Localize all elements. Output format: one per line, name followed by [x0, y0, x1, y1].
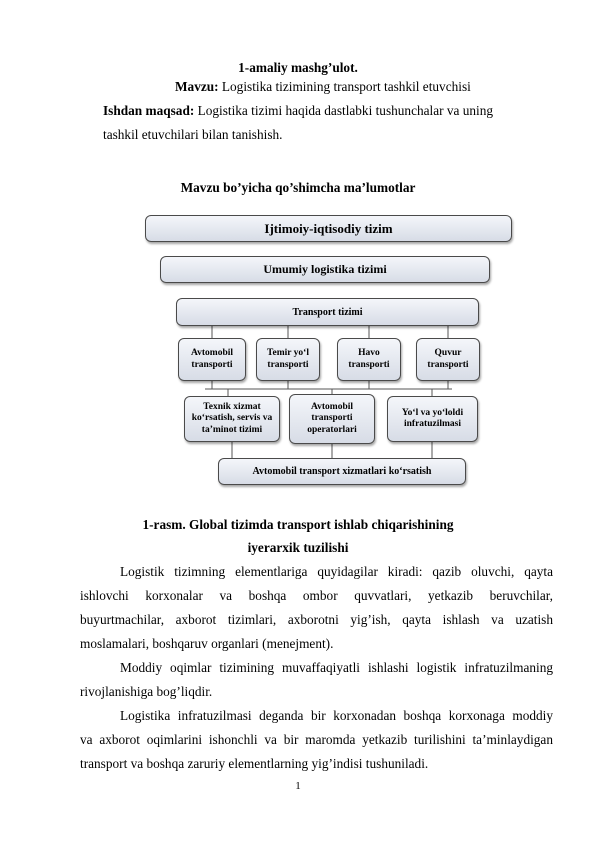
diagram-box-transport-system: Transport tizimi	[176, 298, 479, 326]
diagram-box-road-transport-operators: Avtomobil transporti operatorlari	[289, 394, 375, 444]
topic-label: Mavzu:	[175, 79, 219, 94]
aim-text-1: Logistika tizimi haqida dastlabki tushunchalar va uning	[194, 103, 494, 118]
figure-caption-line-2: iyerarxik tuzilishi	[247, 540, 349, 555]
paragraph-3-line-2: va axborot oqimlarini ishonchli va bir maromda yetkazib turilishini ta’minlaydigan	[80, 732, 553, 747]
paragraph-2-line-2: rivojlanishiga bog’liqdir.	[80, 684, 213, 699]
aim-line-2: tashkil etuvchilari bilan tanishish.	[103, 127, 283, 142]
diagram-box-general-logistics-system: Umumiy logistika tizimi	[160, 256, 490, 283]
paragraph-3-line-3: transport va boshqa zaruriy elementlarning yig’indisi tushuniladi.	[80, 756, 429, 771]
diagram-box-rail-transport: Temir yo‘l transporti	[256, 338, 320, 381]
diagram-box-socio-economic-system: Ijtimoiy-iqtisodiy tizim	[145, 215, 512, 242]
paragraph-1-line-2: ishlovchi korxonalar va boshqa ombor quvvatlari, yetkazib beruvchilar,	[80, 588, 553, 603]
aim-label: Ishdan maqsad:	[103, 103, 195, 118]
diagram-box-road-transport: Avtomobil transporti	[178, 338, 246, 381]
figure-caption-line-1: 1-rasm. Global tizimda transport ishlab chiqarishining	[142, 517, 454, 532]
page-number: 1	[295, 780, 301, 792]
paragraph-1-line-3: buyurtmachilar, axborot tizimlari, axborotni yig’ish, qayta ishlash va uzatish	[80, 612, 553, 627]
topic-text: Logistika tizimining transport tashkil etuvchisi	[218, 79, 471, 94]
paragraph-3-line-1: Logistika infratuzilmasi deganda bir korxonadan boshqa korxonaga moddiy	[120, 708, 553, 723]
diagram-box-pipeline-transport: Quvur transporti	[416, 338, 480, 381]
page-title: 1-amaliy mashg’ulot.	[238, 60, 358, 75]
diagram-box-technical-service: Texnik xizmat ko‘rsatish, servis va ta’minot tizimi	[184, 396, 280, 442]
diagram-box-road-transport-services: Avtomobil transport xizmatlari ko‘rsatish	[218, 458, 466, 485]
paragraph-1-line-1: Logistik tizimning elementlariga quyidagilar kiradi: qazib oluvchi, qayta	[120, 564, 553, 579]
paragraph-2-line-1: Moddiy oqimlar tizimining muvaffaqiyatli ishlashi logistik infratuzilmaning	[120, 660, 553, 675]
diagram-box-air-transport: Havo transporti	[337, 338, 401, 381]
section-title: Mavzu bo’yicha qo’shimcha ma’lumotlar	[180, 180, 416, 195]
diagram-box-road-infrastructure: Yo‘l va yo‘loldi infratuzilmasi	[387, 396, 478, 442]
paragraph-1-line-4: moslamalari, boshqaruv organlari (menejment).	[80, 636, 334, 651]
